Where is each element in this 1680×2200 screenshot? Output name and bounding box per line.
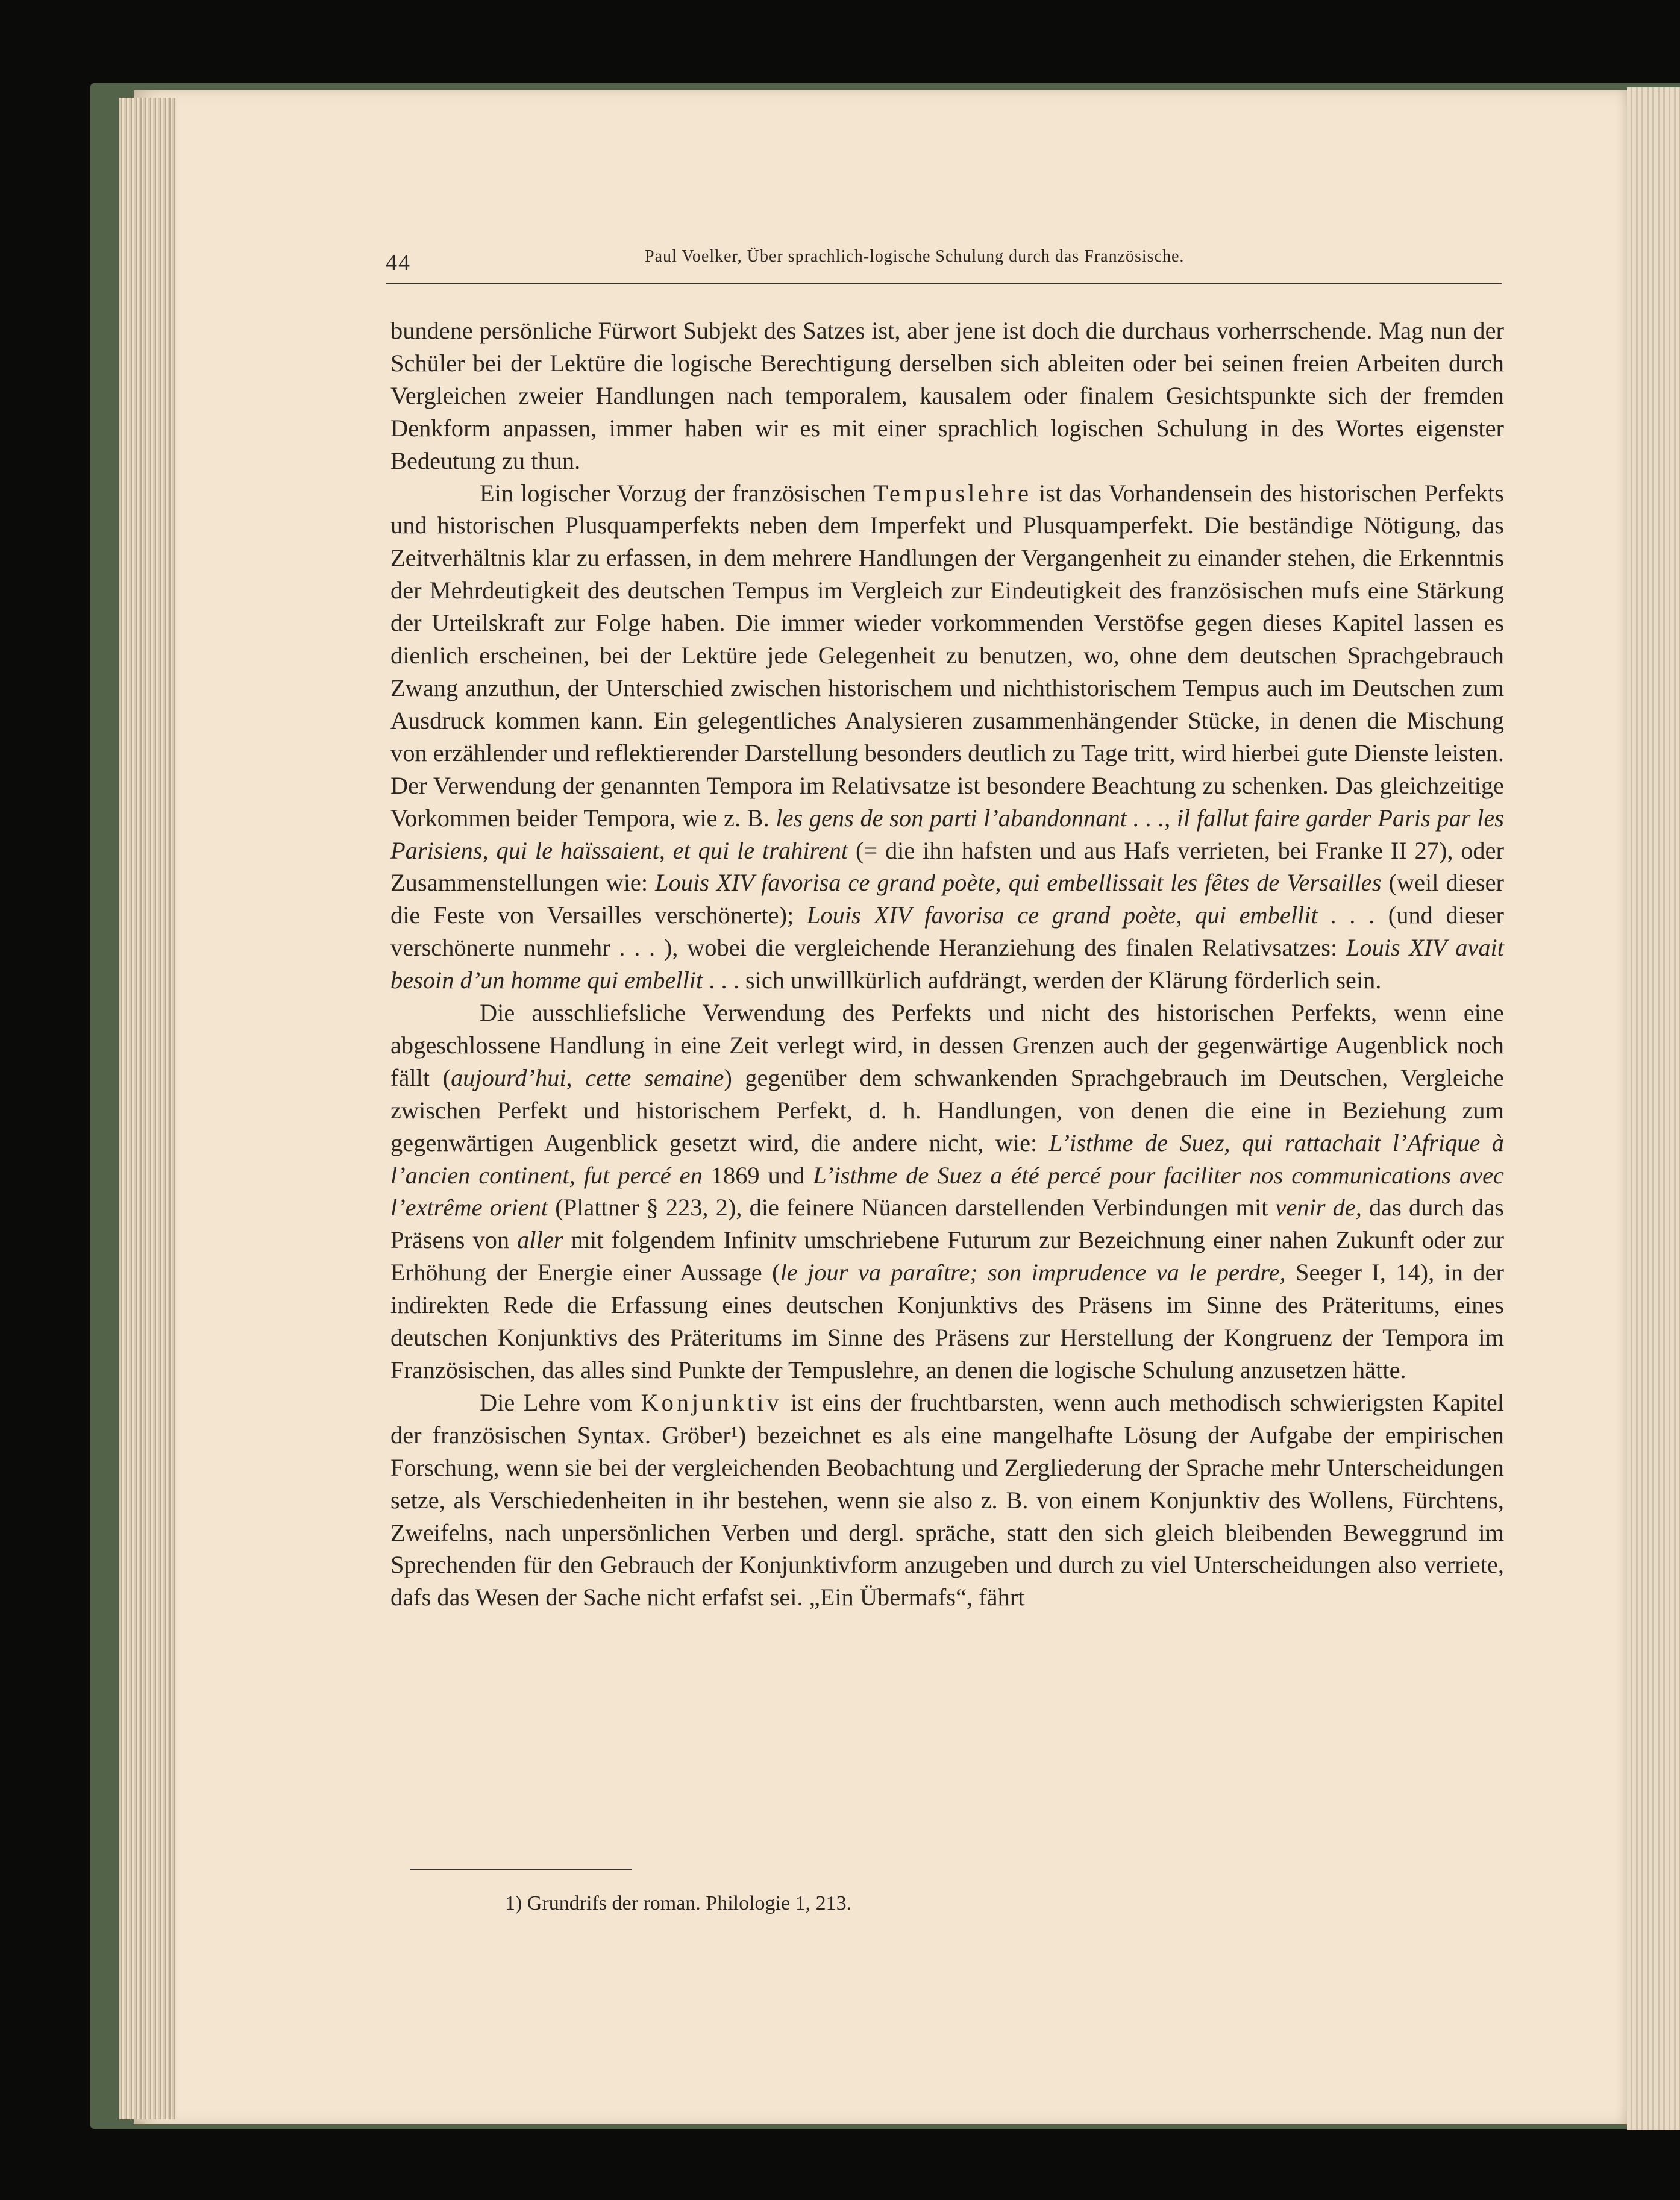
italic-phrase: Louis XIV favorisa ce grand poète, qui embellit . . . [806, 901, 1376, 929]
italic-phrase: L’isthme de Suez, qui rattachait l’Afrique à l’ancien continent, fut percé en [390, 1129, 1504, 1189]
text-run: Seeger I, 14), in der indirekten Rede die Erfassung eines deutschen Konjunktivs des Präsens im Sinne des Präteritums, eines deutschen Konjunktivs des Präteritums im Sinne des Präsens zur Herstellung der Kongruenz der Tempora im Französischen, das alles sind Punkte der Tempuslehre, an denen die logische Schulung anzusetzen hätte. [390, 1259, 1504, 1384]
italic-phrase: aujourd’hui, cette semaine [451, 1064, 724, 1091]
footnote-rule [410, 1869, 632, 1870]
italic-phrase: venir de, [1275, 1194, 1362, 1221]
spaced-term: Konjunktiv [641, 1388, 782, 1416]
text-run: . . . sich unwillkürlich aufdrängt, werden der Klärung förderlich sein. [703, 967, 1382, 994]
italic-phrase: Louis XIV avait besoin d’un homme qui embellit [390, 934, 1504, 994]
spaced-term: Tempuslehre [873, 479, 1032, 507]
text-run: ) gegenüber dem schwankenden Sprachgebrauch im Deutschen, Vergleiche zwischen Perfekt und historischem Perfekt, d. h. Handlungen, von denen die eine in Beziehung zum gegenwärtigen Augenblick gesetzt wird, die andere nicht, wie: [390, 1064, 1504, 1156]
page-header [386, 247, 1502, 284]
italic-phrase: L’isthme de Suez a été percé pour faciliter nos communications avec l’extrême orient [390, 1161, 1504, 1221]
footnote: 1) Grundrifs der roman. Philologie 1, 213. [505, 1892, 852, 1914]
italic-phrase: Louis XIV favorisa ce grand poète, qui embellissait les fêtes de Versailles [655, 869, 1382, 897]
text-run: bundene persönliche Fürwort Subjekt des Satzes ist, aber jene ist doch die durchaus vorherrschende. Mag nun der Schüler bei der Lektüre die logische Berechtigung derselben sich ableiten oder bei seinen freien Arbeiten durch Vergleichen zweier Handlungen nach temporalem, kausalem oder finalem Gesichtspunkte sich der fremden Denkform anpassen, immer haben wir es mit einer sprachlich logischen Schulung in des Wortes eigenster Bedeutung zu thun. [390, 317, 1504, 474]
page-stack-edges [119, 98, 177, 2119]
text-run: ist eins der fruchtbarsten, wenn auch methodisch schwierigsten Kapitel der französischen Syntax. Gröber¹) bezeichnet es als eine mangelhafte Lösung der Aufgabe der empirischen Forschung, wenn sie bei der vergleichenden Beobachtung und Zergliederung der Sprache mehr Unterscheidungen setze, als Verschiedenheiten in ihr bestehen, wenn sie also z. B. von einem Konjunktiv des Wollens, Fürchtens, Zweifelns, nach unpersönlichen Verben und dergl. spräche, statt den sich gleich bleibenden Beweggrund im Sprechenden für den Gebrauch der Konjunktivform anzugeben und durch zu viel Unterscheidungen also verriete, dafs das Wesen der Sache nicht erfafst sei. „Ein Übermafs“, fährt [390, 1388, 1504, 1611]
italic-phrase: aller [517, 1226, 563, 1254]
text-run: Ein logischer Vorzug der französischen [480, 479, 873, 507]
italic-phrase: le jour va paraître; son imprudence va le perdre, [780, 1259, 1286, 1286]
page-number: 44 [386, 250, 411, 275]
text-run: (= die ihn hafsten und aus Hafs verrieten, bei Franke II 27), oder Zusammenstellungen wie: [390, 836, 1504, 897]
italic-phrase: les gens de son parti l’abandonnant . . ., il fallut faire garder Paris par les Parisiens, qui le haïssaient, et qui le trahirent [390, 804, 1504, 864]
text-run: (Plattner § 223, 2), die feinere Nüancen darstellenden Verbindungen mit [548, 1194, 1276, 1221]
body-text [390, 315, 1504, 1614]
running-title: Paul Voelker, Über sprachlich-logische Schulung durch das Französische. [645, 247, 1185, 266]
text-run: mit folgendem Infinitv umschriebene Futurum zur Bezeichnung einer nahen Zukunft oder zur Erhöhung der Energie einer Aussage ( [390, 1226, 1504, 1286]
paragraph [390, 477, 1504, 997]
text-run: ist das Vorhandensein des historischen Perfekts und historischen Plusquamperfekts neben dem Imperfekt und Plusquamperfekt. Die beständige Nötigung, das Zeitverhältnis klar zu erfassen, in dem mehrere Handlungen der Vergangenheit zu einander stehen, die Erkenntnis der Mehrdeutigkeit des deutschen Tempus im Vergleich zur Eindeutigkeit des französischen mufs eine Stärkung der Urteilskraft zur Folge haben. Die immer wieder vorkommenden Verstöfse gegen dieses Kapitel lassen es dienlich erscheinen, bei der Lektüre jede Gelegenheit zu benutzen, wo, ohne dem deutschen Sprachgebrauch Zwang anzuthun, der Unterschied zwischen historischem und nichthistorischem Tempus auch im Deutschen zum Ausdruck kommen kann. Ein gelegentliches Analysieren zusammenhängender Stücke, in denen die Mischung von erzählender und reflektierender Darstellung besonders deutlich zu Tage tritt, wird hierbei gute Dienste leisten. Der Verwendung der genannten Tempora im Relativsatze ist besondere Beachtung zu schenken. Das gleichzeitige Vorkommen beider Tempora, wie z. B. [390, 479, 1504, 832]
text-run: 1869 und [702, 1161, 813, 1189]
text-run: Die ausschliefsliche Verwendung des Perfekts und nicht des historischen Perfekts, wenn eine abgeschlossene Handlung in eine Zeit verlegt wird, in dessen Grenzen auch der gegenwärtige Augenblick noch fällt ( [390, 999, 1504, 1091]
text-run: Die Lehre vom [480, 1388, 641, 1416]
paragraph [390, 315, 1504, 477]
text-run: das durch das Präsens von [390, 1194, 1504, 1254]
facing-page-edge [1627, 87, 1680, 2130]
text-run: (und dieser verschönerte nunmehr . . . ), wobei die vergleichende Heranziehung des finalen Relativsatzes: [390, 901, 1504, 962]
text-run: (weil dieser die Feste von Versailles verschönerte); [390, 869, 1504, 929]
paragraph [390, 997, 1504, 1387]
paragraph [390, 1387, 1504, 1614]
